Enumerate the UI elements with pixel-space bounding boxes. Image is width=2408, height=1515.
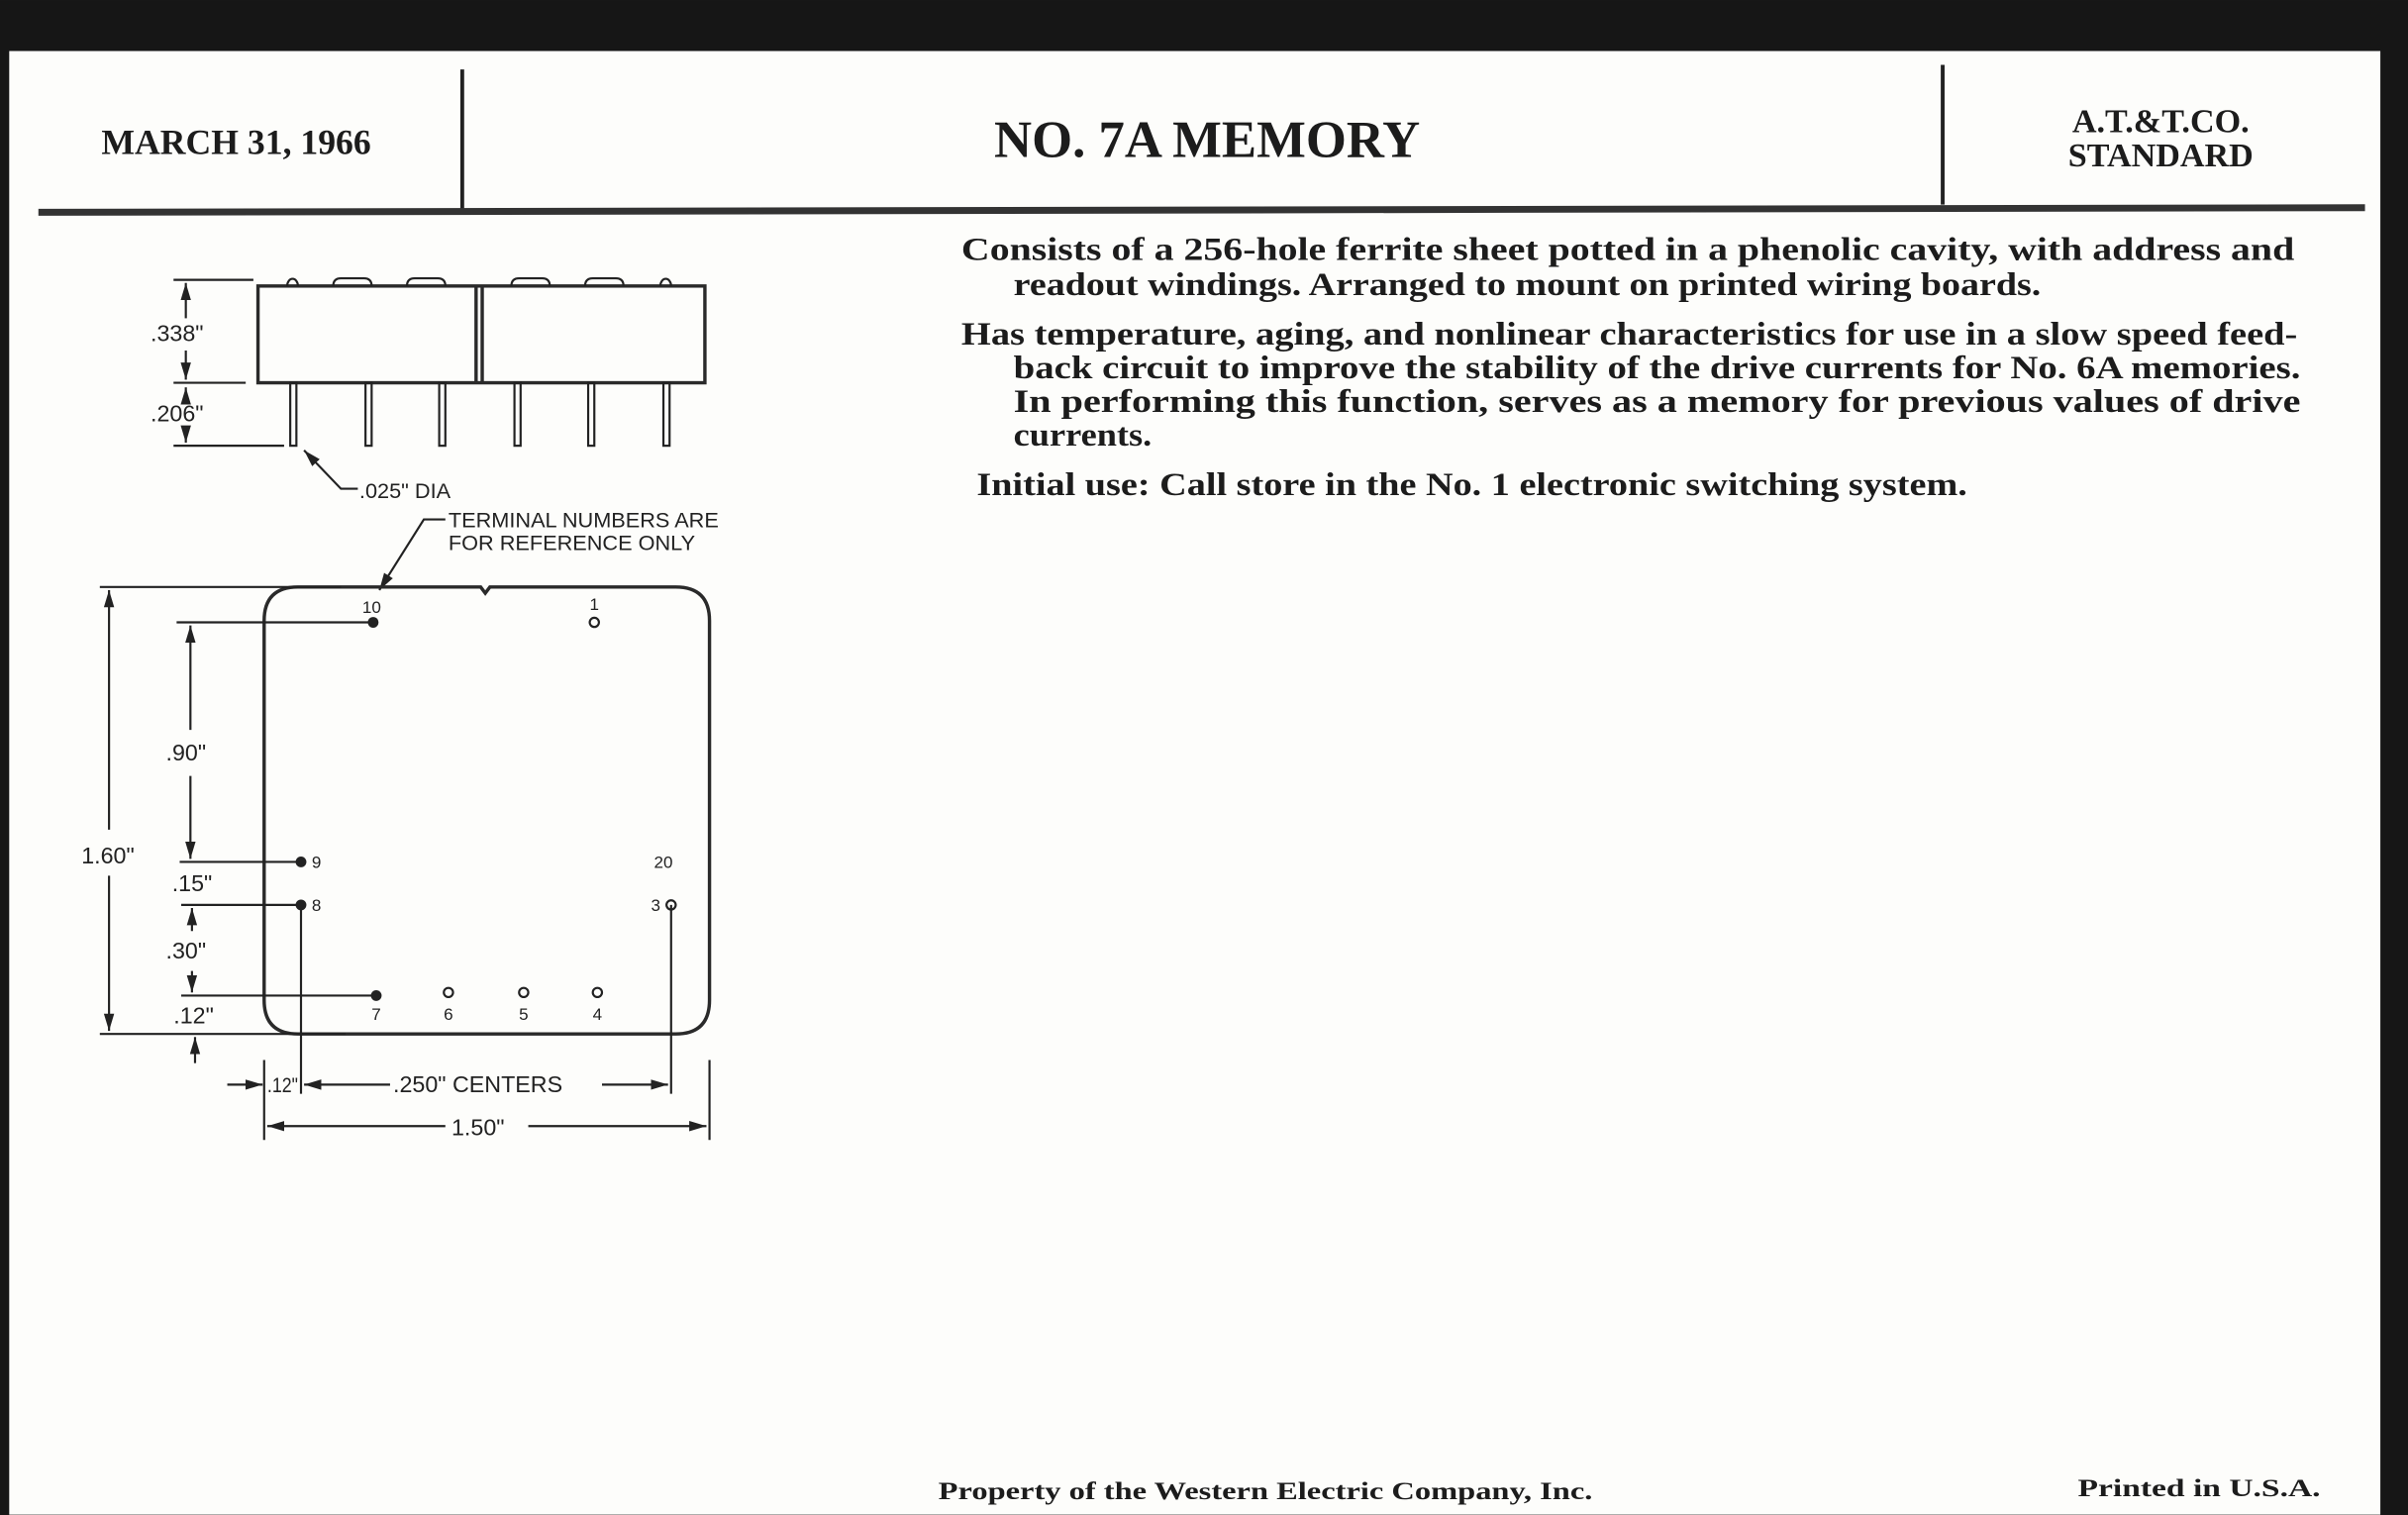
printed-notice: Printed in U.S.A. xyxy=(2077,1475,2321,1503)
para1-line: readout windings. Arranged to mount on printed wiring boards. xyxy=(1013,267,2042,304)
para2-line: In performing this function, serves as a memory for previous values of drive xyxy=(1013,384,2301,421)
height-dimension: .338" xyxy=(150,320,204,347)
header-rule xyxy=(39,208,2365,213)
terminal-label: 5 xyxy=(519,1005,529,1025)
terminal-label: 8 xyxy=(311,896,322,916)
terminal-label: 1 xyxy=(589,595,599,615)
dim-12-vertical: .12" xyxy=(173,1002,214,1029)
para2-line: back circuit to improve the stability of the drive currents for No. 6A memories. xyxy=(1013,350,2301,386)
width-dimension: 1.50" xyxy=(452,1114,505,1141)
para2-line: currents. xyxy=(1013,418,1153,454)
terminal-label: 4 xyxy=(592,1005,603,1025)
dim-12-horizontal: .12" xyxy=(266,1072,298,1098)
height-dimension: 1.60" xyxy=(81,843,135,869)
property-notice: Property of the Western Electric Company, Inc. xyxy=(938,1478,1593,1506)
dim-30: .30" xyxy=(165,938,207,964)
pin-diameter-label: .025" DIA xyxy=(358,477,452,503)
terminal-note: TERMINAL NUMBERS ARE xyxy=(448,507,719,533)
para3: Initial use: Call store in the No. 1 electronic switching system. xyxy=(976,466,1967,503)
standard-line1: A.T.&T.CO. xyxy=(2071,103,2250,141)
para2-line: Has temperature, aging, and nonlinear characteristics for use in a slow speed feed- xyxy=(960,316,2298,353)
page-title: NO. 7A MEMORY xyxy=(994,111,1421,169)
terminal-label: 3 xyxy=(651,896,661,916)
standard-line2: STANDARD xyxy=(2067,137,2254,174)
pin-length-dimension: .206" xyxy=(150,400,204,427)
dim-15: .15" xyxy=(171,869,213,896)
terminal-label: 7 xyxy=(371,1005,381,1025)
terminal-label: 10 xyxy=(361,598,381,618)
terminal-note: FOR REFERENCE ONLY xyxy=(448,530,696,556)
terminal-label: 20 xyxy=(653,853,673,872)
centers-dimension: .250" CENTERS xyxy=(393,1071,563,1098)
terminal-label: 9 xyxy=(311,853,322,872)
terminal-label: 6 xyxy=(444,1005,453,1025)
dim-90: .90" xyxy=(165,740,207,766)
date: MARCH 31, 1966 xyxy=(101,122,371,162)
para1-line: Consists of a 256-hole ferrite sheet potted in a phenolic cavity, with address and xyxy=(960,232,2295,268)
